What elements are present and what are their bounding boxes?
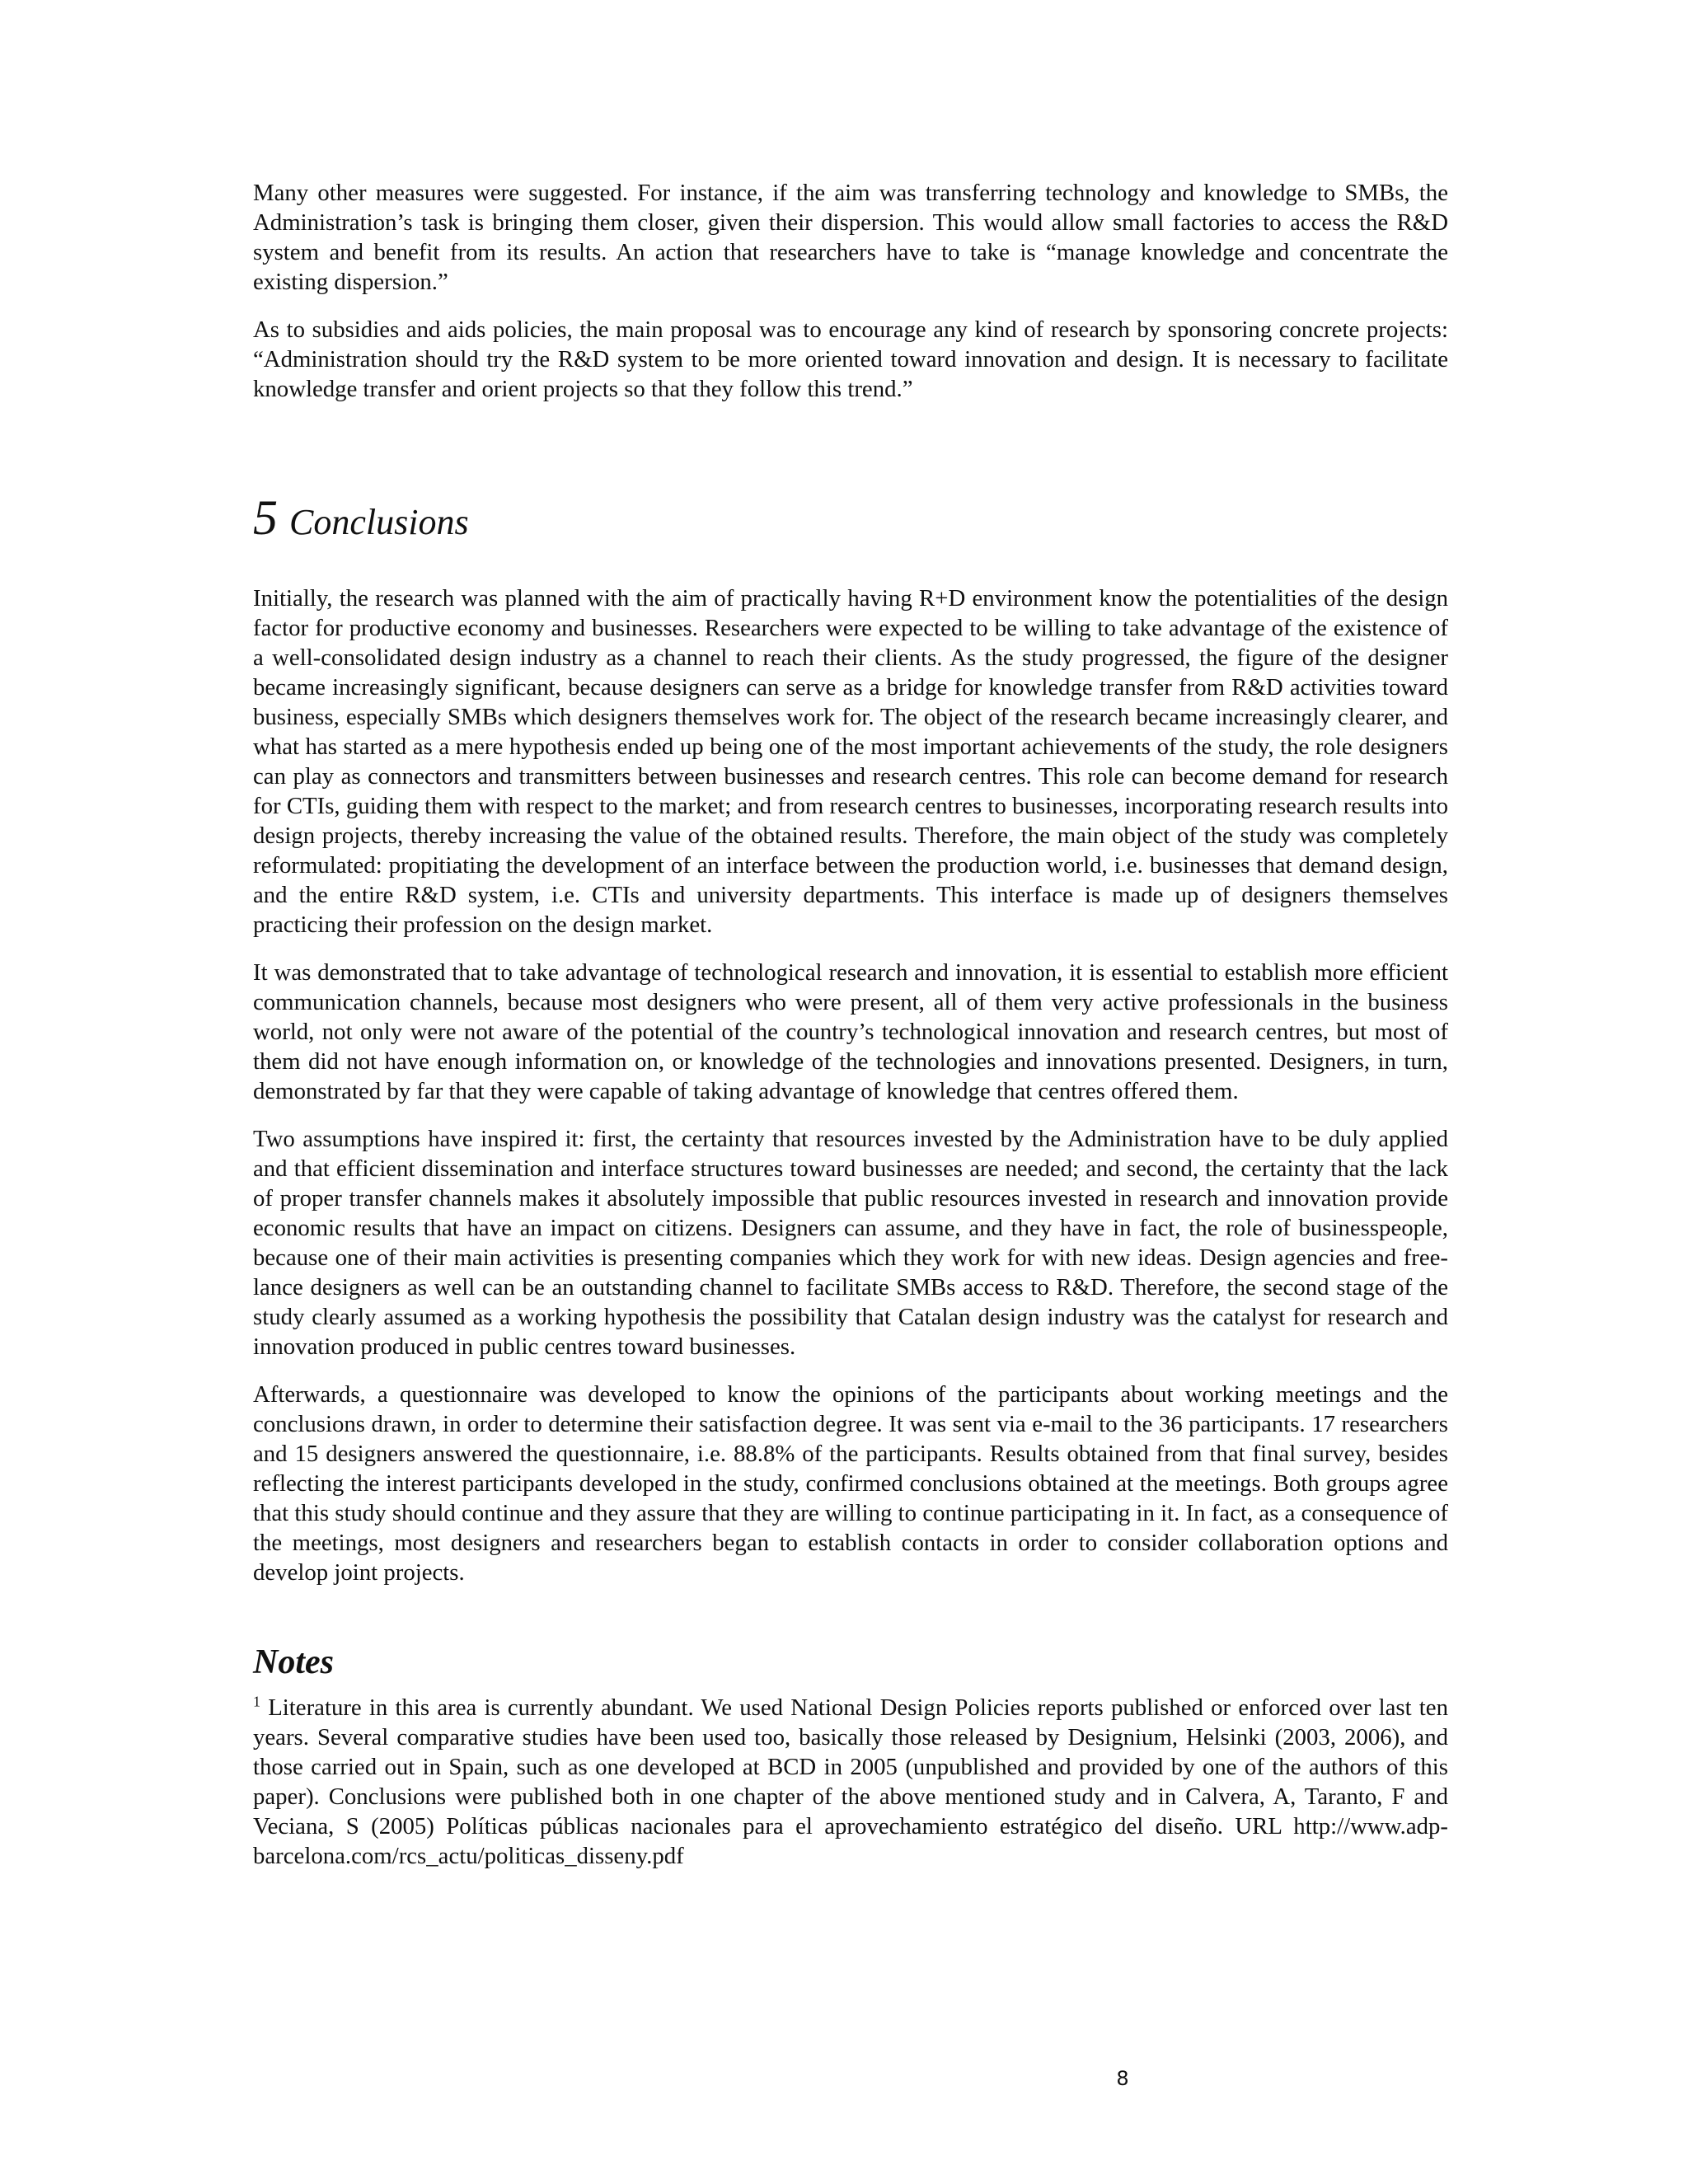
page-number: 8 [1116,2067,1129,2090]
footnote-marker: 1 [253,1693,260,1710]
page-content [253,178,1448,1871]
body-paragraph: Many other measures were suggested. For instance, if the aim was transferring technology and knowledge to SMBs, the Administration’s task is bringing them closer, given their dispersion. This would allow small factories to access the R&D system and benefit from its results. An action that researchers have to take is “manage knowledge and concentrate the existing dispersion.” [253,180,1448,295]
section-number: 5 [253,490,278,545]
section-title: Conclusions [289,502,469,542]
body-paragraph: Afterwards, a questionnaire was developed to know the opinions of the participants about working meetings and the conclusions drawn, in order to determine their satisfaction degree. It was sent via e-mail to the 36 participants. 17 researchers and 15 designers answered the questionnaire, i.e. 88.8% of the participants. Results obtained from that final survey, besides reflecting the interest participants developed in the study, confirmed conclusions obtained at the meetings. Both groups agree that this study should continue and they assure that they are willing to continue participating in it. In fact, as a consequence of the meetings, most designers and researchers began to establish contacts in order to consider collaboration options and develop joint projects. [253,1381,1448,1586]
body-paragraph: Initially, the research was planned with the aim of practically having R+D environment know the potentialities of the design factor for productive economy and businesses. Researchers were expected to be willing to take advantage of the existence of a well-consolidated design industry as a channel to reach their clients. As the study progressed, the figure of the designer became increasingly significant, because designers can serve as a bridge for knowledge transfer from R&D activities toward business, especially SMBs which designers themselves work for. The object of the research became increasingly clearer, and what has started as a mere hypothesis ended up being one of the most important achievements of the study, the role designers can play as connectors and transmitters between businesses and research centres. This role can become demand for research for CTIs, guiding them with respect to the market; and from research centres to businesses, incorporating research results into design projects, thereby increasing the value of the obtained results. Therefore, the main object of the study was completely reformulated: propitiating the development of an interface between the production world, i.e. businesses that demand design, and the entire R&D system, i.e. CTIs and university departments. This interface is made up of designers themselves practicing their profession on the design market. [253,585,1448,938]
footnote [253,1693,1448,1871]
body-paragraph: As to subsidies and aids policies, the main proposal was to encourage any kind of research by sponsoring concrete projects: “Administration should try the R&D system to be more oriented toward innovation and design. It is necessary to facilitate knowledge transfer and orient projects so that they follow this trend.” [253,316,1448,402]
notes-heading: Notes [253,1643,334,1681]
body-paragraph: Two assumptions have inspired it: first, the certainty that resources invested by the Administration have to be duly applied and that efficient dissemination and interface structures toward businesses are needed; and second, the certainty that the lack of proper transfer channels makes it absolutely impossible that public resources invested in research and innovation provide economic results that have an impact on citizens. Designers can assume, and they have in fact, the role of businesspeople, because one of their main activities is presenting companies which they work for with new ideas. Design agencies and free-lance designers as well can be an outstanding channel to facilitate SMBs access to R&D. Therefore, the second stage of the study clearly assumed as a working hypothesis the possibility that Catalan design industry was the catalyst for research and innovation produced in public centres toward businesses. [253,1126,1448,1360]
footnote-text: Literature in this area is currently abundant. We used National Design Policies reports published or enforced over last ten years. Several comparative studies have been used too, basically those released by Designium, Helsinki (2003, 2006), and those carried out in Spain, such as one developed at BCD in 2005 (unpublished and provided by one of the authors of this paper). Conclusions were published both in one chapter of the above mentioned study and in Calvera, A, Taranto, F and Veciana, S (2005) Políticas públicas nacionales para el aprovechamiento estratégico del diseño. URL http://www.adp-barcelona.com/rcs_actu/politicas_disseny.pdf [253,1694,1448,1869]
section-heading [253,491,1448,544]
body-paragraph: It was demonstrated that to take advantage of technological research and innovation, it is essential to establish more efficient communication channels, because most designers who were present, all of them very active professionals in the business world, not only were not aware of the potential of the country’s technological innovation and research centres, but most of them did not have enough information on, or knowledge of the technologies and innovations presented. Designers, in turn, demonstrated by far that they were capable of taking advantage of knowledge that centres offered them. [253,959,1448,1104]
